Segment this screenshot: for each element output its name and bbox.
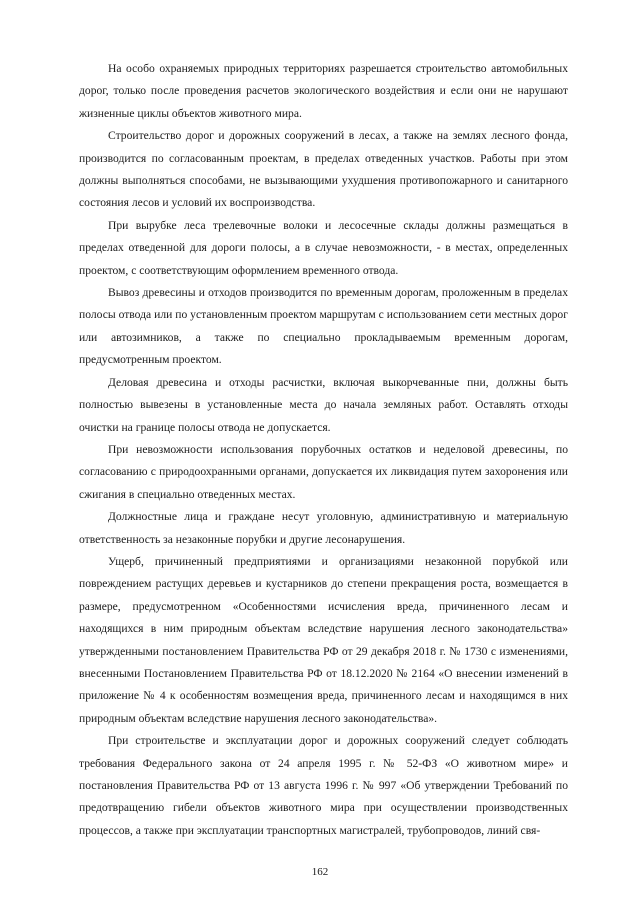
paragraph-commercial-timber: Деловая древесина и отходы расчистки, включая выкорчеванные пни, должны быть полностью вывезены в установленные места до начала земляных работ. Оставлять отходы очистки на границе полосы отвода не допускается. xyxy=(79,375,568,434)
paragraph-timber-removal: Вывоз древесины и отходов производится по временным дорогам, проложенным в пределах полосы отвода или по установленным проектом маршрутам с использованием сети местных дорог или автозимников, а также по специально прокладываемым временным дорогам, предусмотренным проектом. xyxy=(79,286,568,367)
paragraph-protected-territories: На особо охраняемых природных территориях разрешается строительство автомобильных дорог, только после проведения расчетов экологического воздействия и если они не нарушают жизненные циклы объектов животного мира. xyxy=(79,62,568,120)
paragraph-damage-compensation: Ущерб, причиненный предприятиями и организациями незаконной порубкой или повреждением растущих деревьев и кустарников до степени прекращения роста, возмещается в размере, предусмотренном «Особенностями исчисления вреда, причиненного лесам и находящихся в ним природным объектам вследствие нарушения лесного законодательства» утвержденными постановлением Правительства РФ от 29 декабря 2018 г. № 1730 с изменениями, внесенными Постановлением Правительства РФ от 18.12.2020 № 2164 «О внесении изменений в приложение № 4 к особенностям возмещения вреда, причиненного лесам и находящимся в них природным объектам вследствие нарушения лесного законодательства». xyxy=(79,554,568,725)
paragraph-residue-disposal: При невозможности использования порубочных остатков и неделовой древесины, по согласованию с природоохранными органами, допускается их ликвидация путем захоронения или сжигания в специально отведенных местах. xyxy=(79,442,568,501)
body-text xyxy=(79,58,568,842)
paragraph-liability: Должностные лица и граждане несут уголовную, административную и материальную ответственность за незаконные порубки и другие лесонарушения. xyxy=(79,510,568,546)
page-number: 162 xyxy=(311,866,329,878)
paragraph-wildlife-law: При строительстве и эксплуатации дорог и дорожных сооружений следует соблюдать требования Федерального закона от 24 апреля 1995 г. № 52-ФЗ «О животном мире» и постановления Правительства РФ от 13 августа 1996 г. № 997 «Об утверждении Требований по предотвращению гибели объектов животного мира при осуществлении производственных процессов, а также при эксплуатации транспортных магистралей, трубопроводов, линий свя- xyxy=(79,734,568,837)
paragraph-logging-skid-trails: При вырубке леса трелевочные волоки и лесосечные склады должны размещаться в пределах отведенной для дороги полосы, а в случае невозможности, - в местах, определенных проектом, с соответствующим оформлением временного отвода. xyxy=(79,218,568,277)
paragraph-road-construction-forests: Строительство дорог и дорожных сооружений в лесах, а также на землях лесного фонда, производится по согласованным проектам, в пределах отведенных участков. Работы при этом должны выполняться способами, не вызывающими ухудшения противопожарного и санитарного состояния лесов и условий их воспроизводства. xyxy=(79,129,568,210)
